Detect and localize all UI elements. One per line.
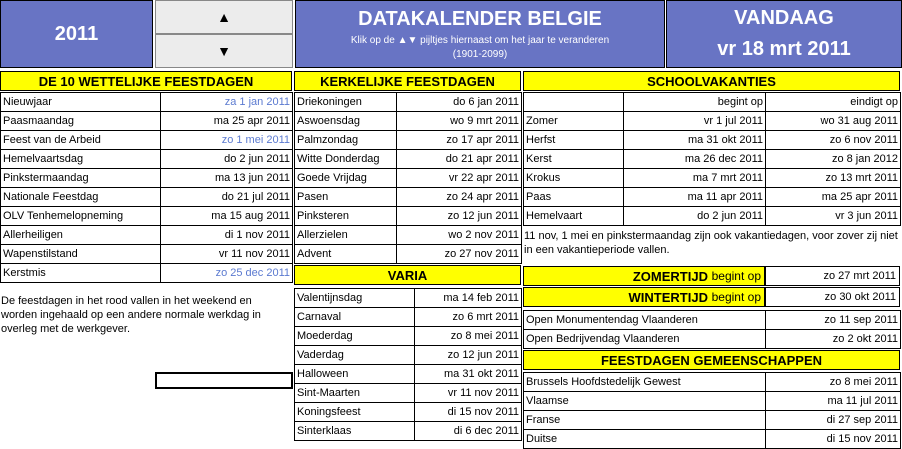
table-row — [295, 169, 522, 188]
legal-holidays-title: DE 10 WETTELIJKE FEESTDAGEN — [0, 71, 292, 91]
open-days-table — [523, 310, 901, 349]
vacation-name[interactable]: Zomer — [524, 112, 624, 131]
event-name[interactable]: Carnaval — [295, 308, 415, 327]
community-date[interactable]: di 27 sep 2011 — [766, 411, 901, 430]
holiday-date[interactable]: zo 1 mei 2011 — [161, 131, 293, 150]
table-row — [1, 226, 293, 245]
vacation-name[interactable]: Herfst — [524, 131, 624, 150]
table-row — [524, 112, 901, 131]
down-arrow-icon: ▼ — [217, 43, 231, 59]
open-day-date[interactable]: zo 2 okt 2011 — [766, 330, 901, 349]
vacation-name[interactable]: Krokus — [524, 169, 624, 188]
table-row — [295, 422, 522, 441]
holiday-name[interactable]: Allerzielen — [295, 226, 397, 245]
table-row — [295, 131, 522, 150]
title-block — [295, 0, 665, 68]
holiday-date[interactable]: wo 2 nov 2011 — [397, 226, 522, 245]
table-row — [1, 188, 293, 207]
table-row — [295, 245, 522, 264]
holiday-name[interactable]: Driekoningen — [295, 93, 397, 112]
table-row — [295, 365, 522, 384]
vacation-end[interactable]: zo 8 jan 2012 — [766, 150, 901, 169]
vacation-end[interactable]: zo 6 nov 2011 — [766, 131, 901, 150]
arrows-icon: ▲▼ — [397, 35, 418, 46]
wintertime-date: zo 30 okt 2011 — [765, 287, 900, 307]
event-name[interactable]: Halloween — [295, 365, 415, 384]
table-row — [1, 131, 293, 150]
holiday-name[interactable]: Aswoensdag — [295, 112, 397, 131]
table-row — [295, 384, 522, 403]
begin-header[interactable]: begint op — [624, 93, 766, 112]
community-name[interactable]: Franse — [524, 411, 766, 430]
varia-title: VARIA — [294, 265, 521, 285]
today-block — [666, 0, 902, 68]
table-row — [1, 207, 293, 226]
table-row — [524, 150, 901, 169]
holiday-date[interactable]: zo 25 dec 2011 — [161, 264, 293, 283]
event-date[interactable]: di 6 dec 2011 — [415, 422, 522, 441]
holiday-date[interactable]: vr 22 apr 2011 — [397, 169, 522, 188]
table-row — [524, 131, 901, 150]
table-row — [295, 289, 522, 308]
holiday-name[interactable]: Witte Donderdag — [295, 150, 397, 169]
community-date[interactable]: ma 11 jul 2011 — [766, 392, 901, 411]
vacation-name[interactable]: Hemelvaart — [524, 207, 624, 226]
vacation-name[interactable]: Kerst — [524, 150, 624, 169]
holiday-date[interactable]: ma 13 jun 2011 — [161, 169, 293, 188]
table-row — [295, 112, 522, 131]
holiday-date[interactable]: zo 17 apr 2011 — [397, 131, 522, 150]
event-date[interactable]: ma 31 okt 2011 — [415, 365, 522, 384]
table-row — [524, 169, 901, 188]
open-day-name[interactable]: Open Monumentendag Vlaanderen — [524, 311, 766, 330]
holiday-name[interactable]: OLV Tenhemelopneming — [1, 207, 161, 226]
table-row — [295, 308, 522, 327]
holiday-name[interactable]: Palmzondag — [295, 131, 397, 150]
summertime-date: zo 27 mrt 2011 — [765, 266, 900, 286]
legal-holidays-table — [0, 92, 293, 283]
community-date[interactable]: di 15 nov 2011 — [766, 430, 901, 449]
vacation-name[interactable]: Paas — [524, 188, 624, 207]
table-row — [1, 150, 293, 169]
table-row — [524, 411, 901, 430]
holiday-date[interactable]: ma 25 apr 2011 — [161, 112, 293, 131]
year-up-button[interactable] — [155, 0, 293, 34]
holiday-date[interactable]: ma 15 aug 2011 — [161, 207, 293, 226]
subtitle: Klik op de ▲▼ pijltjes hiernaast om het jaar te veranderen — [350, 35, 610, 46]
year-value: 2011 — [54, 22, 99, 45]
event-date[interactable]: vr 11 nov 2011 — [415, 384, 522, 403]
holiday-name[interactable]: Nationale Feestdag — [1, 188, 161, 207]
page-title: DATAKALENDER BELGIE — [358, 8, 602, 30]
church-holidays-table — [294, 92, 522, 264]
open-day-date[interactable]: zo 11 sep 2011 — [766, 311, 901, 330]
event-date[interactable]: zo 12 jun 2011 — [415, 346, 522, 365]
table-row — [295, 188, 522, 207]
year-down-button[interactable] — [155, 34, 293, 68]
community-name[interactable]: Vlaamse — [524, 392, 766, 411]
table-row — [1, 264, 293, 283]
table-row — [295, 150, 522, 169]
vacation-end[interactable]: ma 25 apr 2011 — [766, 188, 901, 207]
event-name[interactable]: Sinterklaas — [295, 422, 415, 441]
church-holidays-title: KERKELIJKE FEESTDAGEN — [294, 71, 521, 91]
table-row — [295, 403, 522, 422]
table-row — [1, 93, 293, 112]
holiday-name[interactable]: Pinksteren — [295, 207, 397, 226]
vacation-begin[interactable]: ma 26 dec 2011 — [624, 150, 766, 169]
holiday-name[interactable]: Paasmaandag — [1, 112, 161, 131]
varia-table — [294, 288, 522, 441]
holiday-date[interactable]: zo 27 nov 2011 — [397, 245, 522, 264]
open-day-name[interactable]: Open Bedrijvendag Vlaanderen — [524, 330, 766, 349]
community-name[interactable]: Duitse — [524, 430, 766, 449]
today-date: vr 18 mrt 2011 — [717, 38, 851, 60]
vacation-end[interactable]: vr 3 jun 2011 — [766, 207, 901, 226]
table-row — [295, 327, 522, 346]
event-name[interactable]: Moederdag — [295, 327, 415, 346]
holiday-date[interactable]: do 6 jan 2011 — [397, 93, 522, 112]
event-name[interactable]: Koningsfeest — [295, 403, 415, 422]
holiday-date[interactable]: do 21 apr 2011 — [397, 150, 522, 169]
table-row — [524, 207, 901, 226]
vacation-begin[interactable]: vr 1 jul 2011 — [624, 112, 766, 131]
selected-cell[interactable] — [155, 372, 293, 389]
vacation-begin[interactable]: ma 31 okt 2011 — [624, 131, 766, 150]
community-date[interactable]: zo 8 mei 2011 — [766, 373, 901, 392]
table-row — [524, 330, 901, 349]
up-arrow-icon: ▲ — [217, 9, 231, 25]
holiday-date[interactable]: di 1 nov 2011 — [161, 226, 293, 245]
vacation-begin[interactable]: do 2 jun 2011 — [624, 207, 766, 226]
table-row — [1, 245, 293, 264]
table-row — [295, 346, 522, 365]
holiday-name[interactable]: Wapenstilstand — [1, 245, 161, 264]
holiday-date[interactable]: zo 12 jun 2011 — [397, 207, 522, 226]
vacation-begin[interactable]: ma 7 mrt 2011 — [624, 169, 766, 188]
today-label: VANDAAG — [734, 7, 834, 29]
school-holidays-title: SCHOOLVAKANTIES — [523, 71, 900, 91]
table-row — [1, 169, 293, 188]
holiday-date[interactable]: vr 11 nov 2011 — [161, 245, 293, 264]
school-holidays-table — [523, 92, 901, 226]
holiday-name[interactable]: Pasen — [295, 188, 397, 207]
communities-title: FEESTDAGEN GEMEENSCHAPPEN — [523, 350, 900, 370]
event-name[interactable]: Sint-Maarten — [295, 384, 415, 403]
holiday-date[interactable]: wo 9 mrt 2011 — [397, 112, 522, 131]
event-name[interactable]: Vaderdag — [295, 346, 415, 365]
summertime-label: ZOMERTIJD begint op — [523, 266, 765, 286]
holiday-name[interactable]: Advent — [295, 245, 397, 264]
event-name[interactable]: Valentijnsdag — [295, 289, 415, 308]
holiday-name[interactable]: Nieuwjaar — [1, 93, 161, 112]
legal-note: De feestdagen in het rood vallen in het weekend en worden ingehaald op een andere normale werkdag in overleg met de werkgever. — [1, 295, 261, 335]
table-row — [524, 373, 901, 392]
vacation-end[interactable]: zo 13 mrt 2011 — [766, 169, 901, 188]
table-row — [524, 311, 901, 330]
holiday-date[interactable]: do 2 jun 2011 — [161, 150, 293, 169]
table-row — [1, 112, 293, 131]
table-row — [524, 392, 901, 411]
subtitle-range: (1901-2099) — [452, 49, 508, 60]
holiday-name[interactable]: Pinkstermaandag — [1, 169, 161, 188]
table-row — [524, 188, 901, 207]
blank-cell[interactable] — [524, 93, 624, 112]
holiday-date[interactable]: zo 24 apr 2011 — [397, 188, 522, 207]
year-display — [0, 0, 153, 68]
end-header[interactable]: eindigt op — [766, 93, 901, 112]
communities-table — [523, 372, 901, 449]
table-row — [295, 226, 522, 245]
table-row — [295, 207, 522, 226]
table-header-row — [524, 93, 901, 112]
event-date[interactable]: ma 14 feb 2011 — [415, 289, 522, 308]
table-row — [295, 93, 522, 112]
school-note: 11 nov, 1 mei en pinkstermaandag zijn ook vakantiedagen, voor zover zij niet in een vakantieperiode vallen. — [524, 230, 898, 256]
holiday-date[interactable]: za 1 jan 2011 — [161, 93, 293, 112]
wintertime-label: WINTERTIJD begint op — [523, 287, 765, 307]
community-name[interactable]: Brussels Hoofdstedelijk Gewest — [524, 373, 766, 392]
holiday-name[interactable]: Allerheiligen — [1, 226, 161, 245]
holiday-name[interactable]: Hemelvaartsdag — [1, 150, 161, 169]
holiday-name[interactable]: Feest van de Arbeid — [1, 131, 161, 150]
vacation-end[interactable]: wo 31 aug 2011 — [766, 112, 901, 131]
event-date[interactable]: di 15 nov 2011 — [415, 403, 522, 422]
holiday-date[interactable]: do 21 jul 2011 — [161, 188, 293, 207]
event-date[interactable]: zo 8 mei 2011 — [415, 327, 522, 346]
event-date[interactable]: zo 6 mrt 2011 — [415, 308, 522, 327]
holiday-name[interactable]: Kerstmis — [1, 264, 161, 283]
table-row — [524, 430, 901, 449]
vacation-begin[interactable]: ma 11 apr 2011 — [624, 188, 766, 207]
holiday-name[interactable]: Goede Vrijdag — [295, 169, 397, 188]
